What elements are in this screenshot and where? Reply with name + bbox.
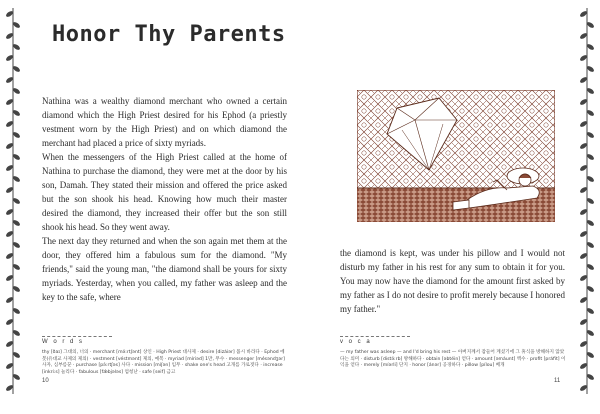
vine-leaf — [6, 275, 13, 282]
vine-leaf — [6, 99, 13, 106]
vine-leaf — [580, 385, 587, 392]
vine-leaf — [580, 33, 587, 40]
vine-leaf — [587, 176, 594, 183]
vine-leaf — [587, 198, 594, 205]
vine-leaf — [13, 220, 20, 227]
vine-leaf — [13, 154, 20, 161]
vine-leaf — [13, 374, 20, 381]
vine-leaf — [13, 264, 20, 271]
page-number-left: 10 — [42, 378, 49, 384]
vine-leaf — [13, 308, 20, 315]
vine-leaf — [580, 297, 587, 304]
vine-leaf — [6, 385, 13, 392]
vine-leaf — [6, 55, 13, 62]
vine-leaf — [6, 33, 13, 40]
vine-leaf — [587, 374, 594, 381]
vine-leaf — [6, 231, 13, 238]
vine-leaf — [13, 286, 20, 293]
vine-leaf — [580, 121, 587, 128]
vine-leaf — [587, 286, 594, 293]
vine-leaf — [580, 209, 587, 216]
story-text-right — [340, 246, 565, 316]
vine-leaf — [6, 341, 13, 348]
vine-leaf — [587, 154, 594, 161]
vine-leaf — [587, 330, 594, 337]
vine-leaf — [587, 66, 594, 73]
paragraph: Nathina was a wealthy diamond merchant who owned a certain diamond which the High Priest desired for his Ephod (a priestly vestment worn by the High Priest) and on which diamond the merchant had placed a price of sixty myriads. — [42, 96, 287, 148]
vine-leaf — [13, 66, 20, 73]
vine-leaf — [6, 363, 13, 370]
vine-leaf — [6, 11, 13, 18]
vine-leaf — [13, 44, 20, 51]
vine-leaf — [6, 319, 13, 326]
vine-leaf — [13, 132, 20, 139]
voca-heading: v o c a — [340, 339, 372, 345]
vine-leaf — [6, 121, 13, 128]
vine-leaf — [6, 143, 13, 150]
vine-leaf — [13, 88, 20, 95]
vine-leaf — [587, 88, 594, 95]
vine-leaf — [13, 242, 20, 249]
vine-leaf — [580, 165, 587, 172]
vocabulary-notes-right: — my father was asleep — and I'd bring his rest — 아버지께서 잠들어 계셨기에 그 휴식을 방해하지 않았다는 의미 · disturb [distə́ːrb] 방해하다 · obtain [əbtéin] 얻다 · amount [əmáunt] 액수 · profit [práfit] 이익을 얻다 · merely [míərli] 단지 · honor [ánər] 공경하다 · pillow [pílou] 베개 — [340, 350, 566, 368]
vine-leaf — [587, 44, 594, 51]
vine-leaf — [580, 77, 587, 84]
vine-leaf — [13, 330, 20, 337]
paragraph: When the messengers of the High Priest called at the home of Nathina to purchase the diamond, they were met at the door by his son, Damah. They stated their mission and offered the price asked but the son shook his head. Knowing how much their master desired the diamond, they increased their offer but the son still shook his head. So they went away. — [42, 152, 287, 232]
paragraph: the diamond is kept, was under his pillow and I would not disturb my father in his rest for any sum to obtain it for you. You may now have the diamond for the amount first asked by my father as I do not desire to profit merely because I honored my father." — [340, 248, 565, 314]
vine-leaf — [13, 352, 20, 359]
diamond-illustration — [357, 90, 555, 222]
paragraph: The next day they returned and when the son again met them at the door, they offered him a fabulous sum for the diamond. "My friends," said the young man, "the diamond shall be yours for sixty myriads. Yesterday, when you called, my father was asleep and the key to the safe, where — [42, 236, 287, 302]
divider — [42, 336, 112, 337]
vine-leaf — [6, 297, 13, 304]
page-number-right: 11 — [554, 378, 561, 384]
left-page — [28, 0, 300, 414]
vine-leaf — [580, 11, 587, 18]
vine-leaf — [580, 55, 587, 62]
vine-leaf — [6, 253, 13, 260]
vine-leaf — [13, 22, 20, 29]
vine-leaf — [580, 187, 587, 194]
vine-leaf — [13, 198, 20, 205]
vine-border-left — [5, 8, 21, 394]
vine-leaf — [587, 308, 594, 315]
vine-leaf — [6, 187, 13, 194]
vine-leaf — [580, 253, 587, 260]
vine-leaf — [580, 363, 587, 370]
vine-leaf — [6, 165, 13, 172]
vine-border-right — [579, 8, 595, 394]
vine-leaf — [6, 209, 13, 216]
vine-leaf — [587, 220, 594, 227]
vine-leaf — [587, 110, 594, 117]
page-title: Honor Thy Parents — [52, 22, 286, 47]
vine-leaf — [13, 110, 20, 117]
vine-leaf — [580, 275, 587, 282]
vine-leaf — [587, 22, 594, 29]
vocabulary-notes-left: thy [ðaɪ] 그대의, 너의 · merchant [mə́ːrtʃənt] 상인 · High Priest 대사제 · desire [dizáiər] 몹시 바라다 · Ephod 에봇(유대교 사제의 제의) · vestment [véstmənt] 제의, 예복 · myriad [míriəd] 1만, 무수 · messenger [mésəndʒər] 사자, 심부름꾼 · purchase [pə́ːrtʃəs] 사다 · mission [míʃən] 임무 · shake one's head 고개를 가로젓다 · increase [inkríːs] 늘리다 · fabulous [fǽbjələs] 엄청난 · safe [seif] 금고 — [42, 350, 285, 375]
words-heading: W o r d s — [42, 339, 85, 345]
vine-leaf — [580, 143, 587, 150]
vine-leaf — [580, 319, 587, 326]
right-page — [300, 0, 572, 414]
vine-leaf — [6, 77, 13, 84]
vine-leaf — [580, 99, 587, 106]
vine-leaf — [587, 132, 594, 139]
divider — [340, 336, 410, 337]
story-text-left — [42, 94, 287, 304]
vine-leaf — [587, 264, 594, 271]
vine-leaf — [580, 231, 587, 238]
vine-leaf — [13, 176, 20, 183]
vine-leaf — [587, 352, 594, 359]
vine-leaf — [580, 341, 587, 348]
vine-leaf — [587, 242, 594, 249]
